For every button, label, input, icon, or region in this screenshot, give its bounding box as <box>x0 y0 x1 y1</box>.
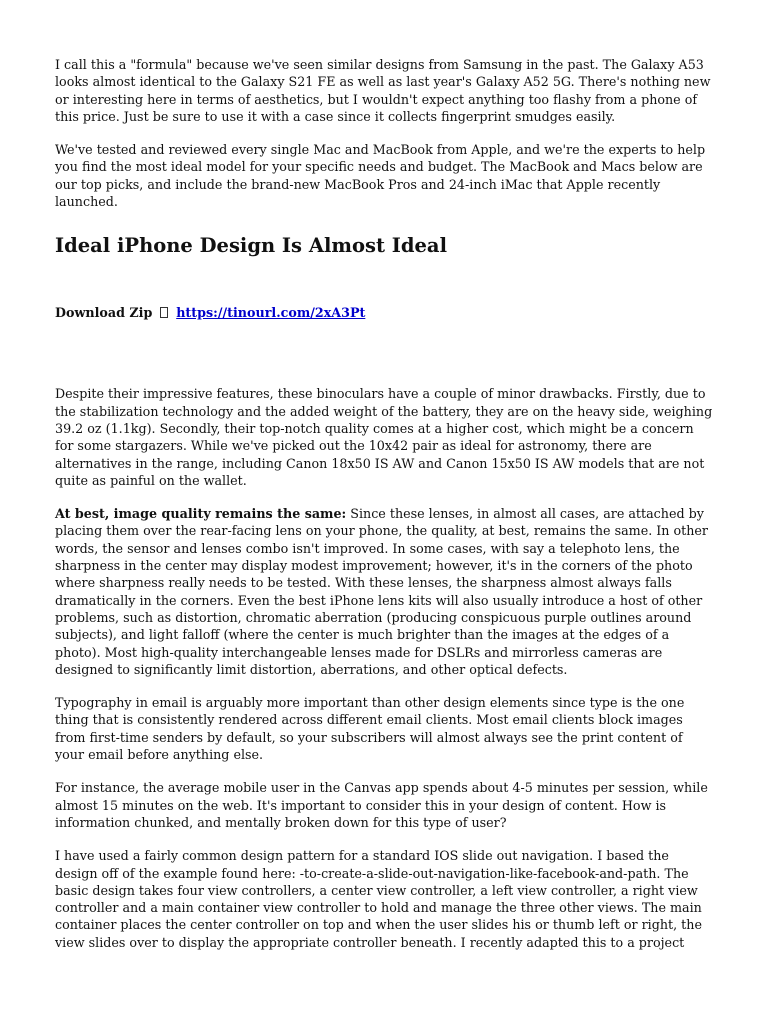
paragraph-image-quality <box>55 505 715 678</box>
paragraph-binoculars: Despite their impressive features, these binoculars have a couple of minor drawbacks. Firstly, due to the stabilization technology and the added weight of the battery, they are on the heavy side, weighing 39.2 oz (1.1kg). Secondly, their top-notch quality comes at a higher cost, which might be a concern for some stargazers. While we've picked out the 10x42 pair as ideal for astronomy, there are alternatives in the range, including Canon 18x50 IS AW and Canon 15x50 IS AW models that are not quite as painful on the wallet. <box>55 386 713 488</box>
paragraph-mac-picks: We've tested and reviewed every single Mac and MacBook from Apple, and we're the experts to help you find the most ideal model for your specific needs and budget. The MacBook and Macs below are our top picks, and include the brand-new MacBook Pros and 24-inch iMac that Apple recently launched. <box>55 142 706 210</box>
paragraph-canvas: For instance, the average mobile user in the Canvas app spends about 4-5 minutes per session, while almost 15 minutes on the web. It's important to consider this in your design of content. How is information chunked, and mentally broken down for this type of user? <box>55 780 708 830</box>
article-body <box>55 56 715 951</box>
paragraph-lead: At best, image quality remains the same: <box>55 506 347 522</box>
article-lower <box>55 385 715 951</box>
section-heading: Ideal iPhone Design Is Almost Ideal <box>55 234 447 258</box>
paragraph-ios-nav: I have used a fairly common design pattern for a standard IOS slide out navigation. I based the design off of the example found here: -to-create-a-slide-out-navigation-like-facebook-and-path. The basic design takes four view controllers, a center view controller, a left view controller, a right view controller and a main container view controller to hold and manage the three other views. The main container places the center controller on top and when the user slides his or thumb left or right, the view slides over to display the appropriate controller beneath. I recently adapted this to a project <box>55 848 702 950</box>
box-icon <box>160 307 168 318</box>
paragraph-galaxy-a53: I call this a "formula" because we've seen similar designs from Samsung in the past. The Galaxy A53 looks almost identical to the Galaxy S21 FE as well as last year's Galaxy A52 5G. There's nothing new or interesting here in terms of aesthetics, but I wouldn't expect anything too flashy from a phone of this price. Just be sure to use it with a case since it collects fingerprint smudges easily. <box>55 57 711 124</box>
paragraph-typography: Typography in email is arguably more important than other design elements since type is the one thing that is consistently rendered across different email clients. Most email clients block images from first-time senders by default, so your subscribers will almost always see the print content of your email before anything else. <box>55 695 685 763</box>
download-label: Download Zip <box>55 305 153 321</box>
download-link[interactable]: https://tinourl.com/2xA3Pt <box>176 305 366 321</box>
download-line <box>55 304 715 321</box>
paragraph-body: Since these lenses, in almost all cases, are attached by placing them over the rear-facing lens on your phone, the quality, at best, remains the same. In other words, the sensor and lenses combo isn't improved. In some cases, with say a telephoto lens, the sharpness in the center may display modest improvement; however, it's in the corners of the photo where sharpness really needs to be tested. With these lenses, the sharpness almost always falls dramatically in the corners. Even the best iPhone lens kits will also usually introduce a host of other problems, such as distortion, chromatic aberration (producing conspicuous purple outlines around subjects), and light falloff (where the center is much brighter than the images at the edges of a photo). Most high-quality interchangeable lenses made for DSLRs and mirrorless cameras are designed to significantly limit distortion, aberrations, and other optical defects. <box>55 506 708 677</box>
